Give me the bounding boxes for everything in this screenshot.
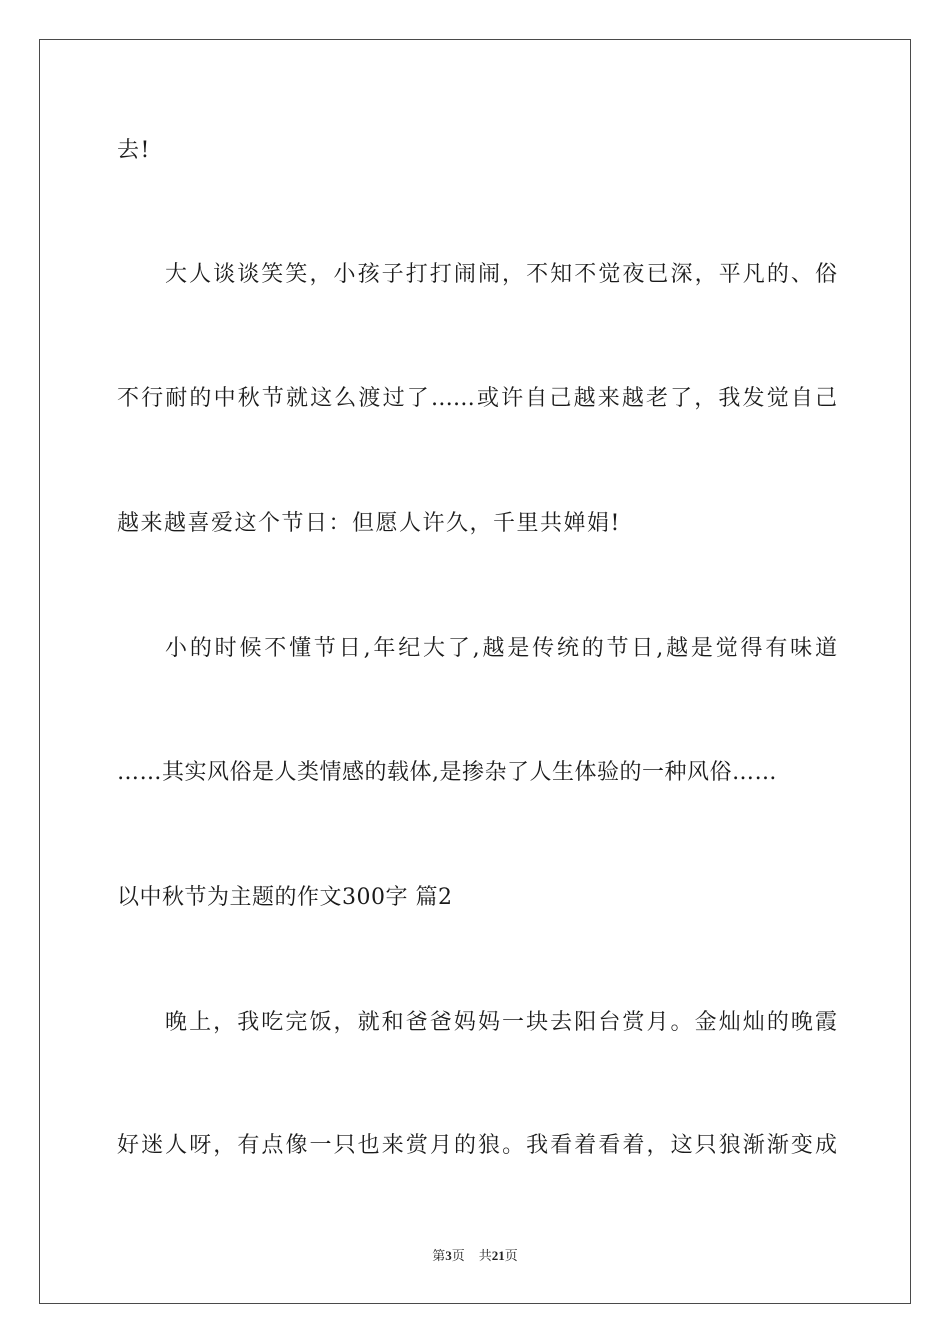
paragraph-line-3: 不行耐的中秋节就这么渡过了……或许自己越来越老了，我发觉自己 bbox=[117, 386, 837, 411]
paragraph-line-6: ……其实风俗是人类情感的载体,是掺杂了人生体验的一种风俗…… bbox=[117, 760, 777, 785]
paragraph-line-4: 越来越喜爱这个节日：但愿人许久，千里共婵娟! bbox=[117, 511, 621, 536]
section-heading: 以中秋节为主题的作文300字 篇2 bbox=[117, 885, 453, 910]
paragraph-line-9: 好迷人呀，有点像一只也来赏月的狼。我看着看着，这只狼渐渐变成 bbox=[117, 1133, 837, 1158]
total-pages-number: 21 bbox=[491, 1248, 505, 1263]
paragraph-line-8: 晚上，我吃完饭，就和爸爸妈妈一块去阳台赏月。金灿灿的晚霞 bbox=[165, 1010, 837, 1035]
paragraph-line-2: 大人谈谈笑笑，小孩子打打闹闹，不知不觉夜已深，平凡的、俗 bbox=[165, 262, 837, 287]
total-prefix: 共 bbox=[478, 1248, 492, 1263]
page-footer bbox=[0, 1247, 950, 1265]
page-border bbox=[39, 39, 911, 1304]
page-prefix: 第 bbox=[432, 1248, 446, 1263]
paragraph-line-5: 小的时候不懂节日,年纪大了,越是传统的节日,越是觉得有味道 bbox=[165, 636, 837, 661]
text-line-1: 去! bbox=[117, 138, 151, 163]
current-page-number: 3 bbox=[445, 1248, 452, 1263]
page-suffix: 页 bbox=[451, 1248, 465, 1263]
total-suffix: 页 bbox=[504, 1248, 518, 1263]
